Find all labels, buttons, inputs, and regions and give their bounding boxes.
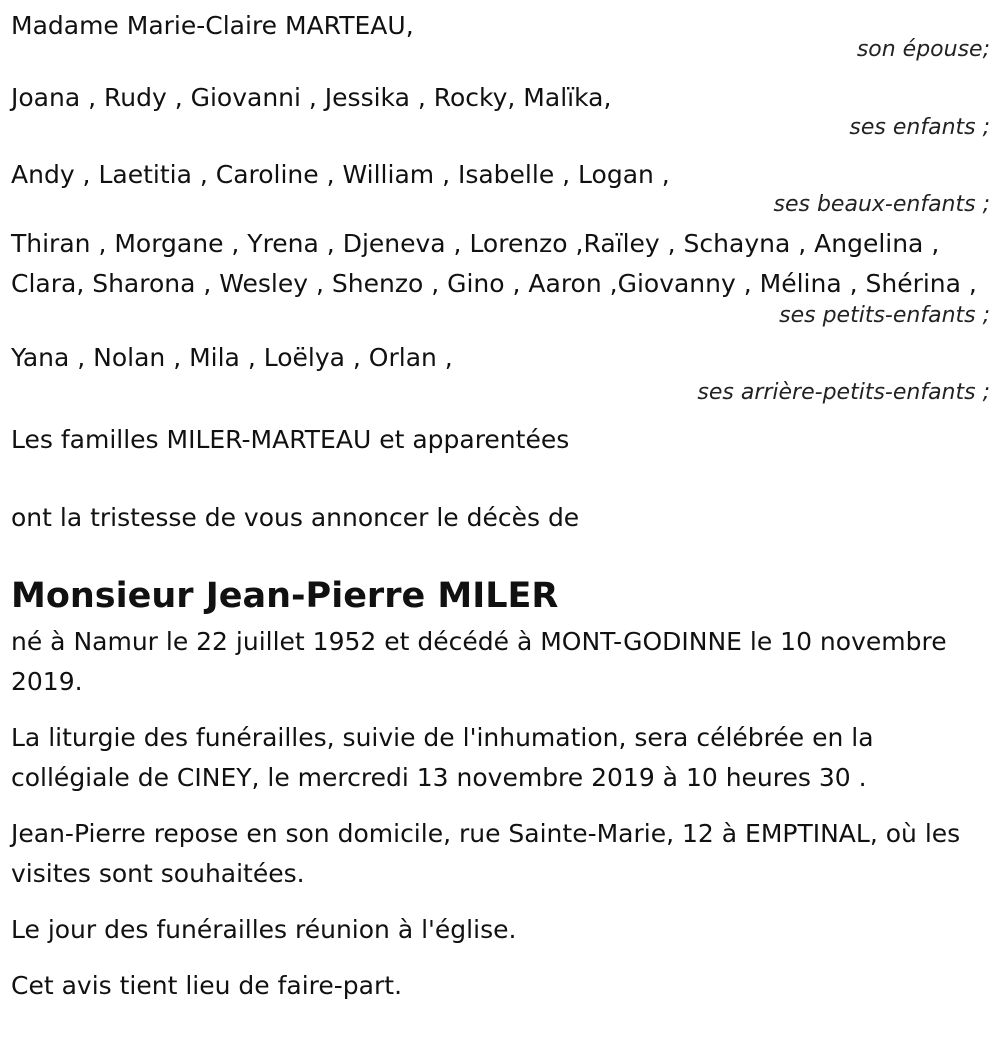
families-line: Les familles MILER-MARTEAU et apparentées — [11, 425, 570, 454]
children-role: ses enfants ; — [849, 115, 990, 140]
faire-part-note: Cet avis tient lieu de faire-part. — [11, 971, 403, 1000]
step-children-role: ses beaux-enfants ; — [773, 192, 990, 217]
step-children-names: Andy , Laetitia , Caroline , William , Isabelle , Logan , — [11, 160, 670, 189]
family-block-children — [11, 78, 990, 144]
announcement: ont la tristesse de vous annoncer le décès de — [11, 503, 580, 532]
family-block-spouse — [11, 0, 990, 66]
spouse-role: son épouse; — [856, 37, 990, 62]
grandchildren-role: ses petits-enfants ; — [779, 303, 990, 328]
birth-death-dates: né à Namur le 22 juillet 1952 et décédé à MONT-GODINNE le 10 novembre 2019. — [11, 627, 947, 696]
deceased-name: Monsieur Jean-Pierre MILER — [11, 576, 559, 616]
reunion-info: Le jour des funérailles réunion à l'église. — [11, 915, 517, 944]
great-grandchildren-role: ses arrière-petits-enfants ; — [697, 380, 990, 405]
family-block-grandchildren — [11, 224, 990, 332]
great-grandchildren-names: Yana , Nolan , Mila , Loëlya , Orlan , — [11, 343, 453, 372]
children-names: Joana , Rudy , Giovanni , Jessika , Rocky, Malïka, — [11, 83, 612, 112]
spouse-names: Madame Marie-Claire MARTEAU, — [11, 11, 414, 40]
family-block-great-grandchildren — [11, 338, 990, 412]
grandchildren-names: Thiran , Morgane , Yrena , Djeneva , Lorenzo ,Raïley , Schayna , Angelina , Clara, Sharona , Wesley , Shenzo , Gino , Aaron ,Giovanny , Mélina , Shérina , — [11, 229, 977, 298]
family-block-step-children — [11, 155, 990, 221]
liturgy-info: La liturgie des funérailles, suivie de l'inhumation, sera célébrée en la collégiale de CINEY, le mercredi 13 novembre 2019 à 10 heures 30 . — [11, 723, 874, 792]
repose-info: Jean-Pierre repose en son domicile, rue Sainte-Marie, 12 à EMPTINAL, où les visites sont souhaitées. — [11, 819, 961, 888]
